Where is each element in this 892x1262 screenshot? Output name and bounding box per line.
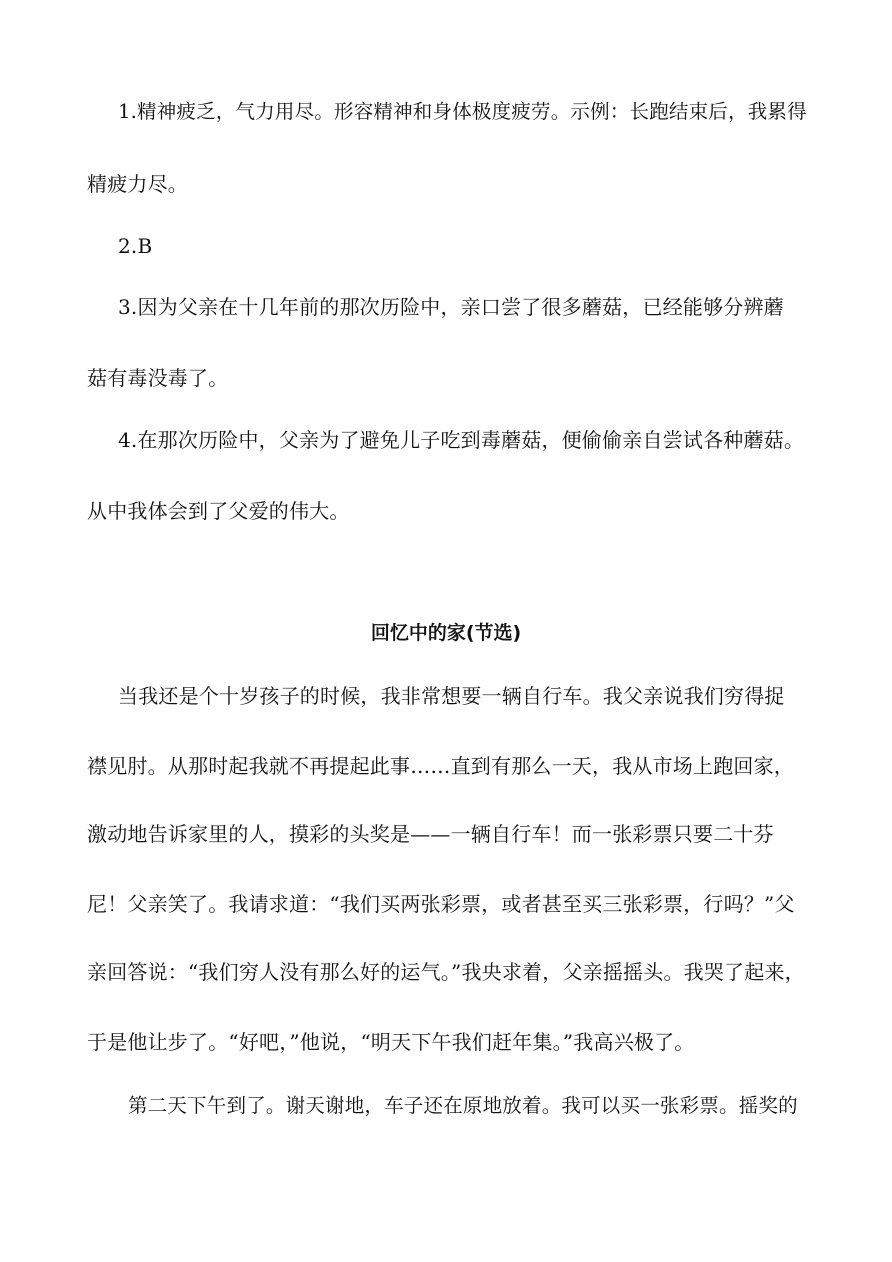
paragraph-1-line-2: 襟见肘。从那时起我就不再提起此事……直到有那么一天，我从市场上跑回家， [87, 754, 794, 778]
answer-3-line-2: 菇有毒没毒了。 [87, 366, 229, 390]
paragraph-1-line-3: 激动地告诉家里的人，摸彩的头奖是——一辆自行车！而一张彩票只要二十芬 [87, 822, 774, 846]
answer-3-line-1: 3.因为父亲在十几年前的那次历险中，亲口尝了很多蘑菇，已经能够分辨蘑 [118, 295, 784, 319]
answer-1-line-1: 1.精神疲乏，气力用尽。形容精神和身体极度疲劳。示例：长跑结束后，我累得 [118, 100, 807, 123]
paragraph-1-line-4: 尼！父亲笑了。我请求道：“我们买两张彩票，或者甚至买三张彩票，行吗？”父 [87, 892, 795, 916]
paragraph-1-line-5: 亲回答说：“我们穷人没有那么好的运气。”我央求着，父亲摇摇头。我哭了起来， [87, 960, 805, 984]
passage-title: 回忆中的家(节选) [370, 622, 522, 644]
paragraph-1-line-6: 于是他让步了。“好吧，”他说，“明天下午我们赶年集。”我高兴极了。 [87, 1030, 695, 1054]
answer-1-line-2: 精疲力尽。 [87, 172, 188, 196]
answer-4-line-2: 从中我体会到了父爱的伟大。 [87, 499, 350, 523]
answer-2-line-1: 2.B [118, 234, 153, 258]
paragraph-1-line-1: 当我还是个十岁孩子的时候，我非常想要一辆自行车。我父亲说我们穷得捉 [118, 684, 785, 708]
paragraph-2-line-1: 第二天下午到了。谢天谢地，车子还在原地放着。我可以买一张彩票。摇奖的 [128, 1094, 798, 1117]
answer-4-line-1: 4.在那次历险中，父亲为了避免儿子吃到毒蘑菇，便偷偷亲自尝试各种蘑菇。 [118, 428, 805, 452]
